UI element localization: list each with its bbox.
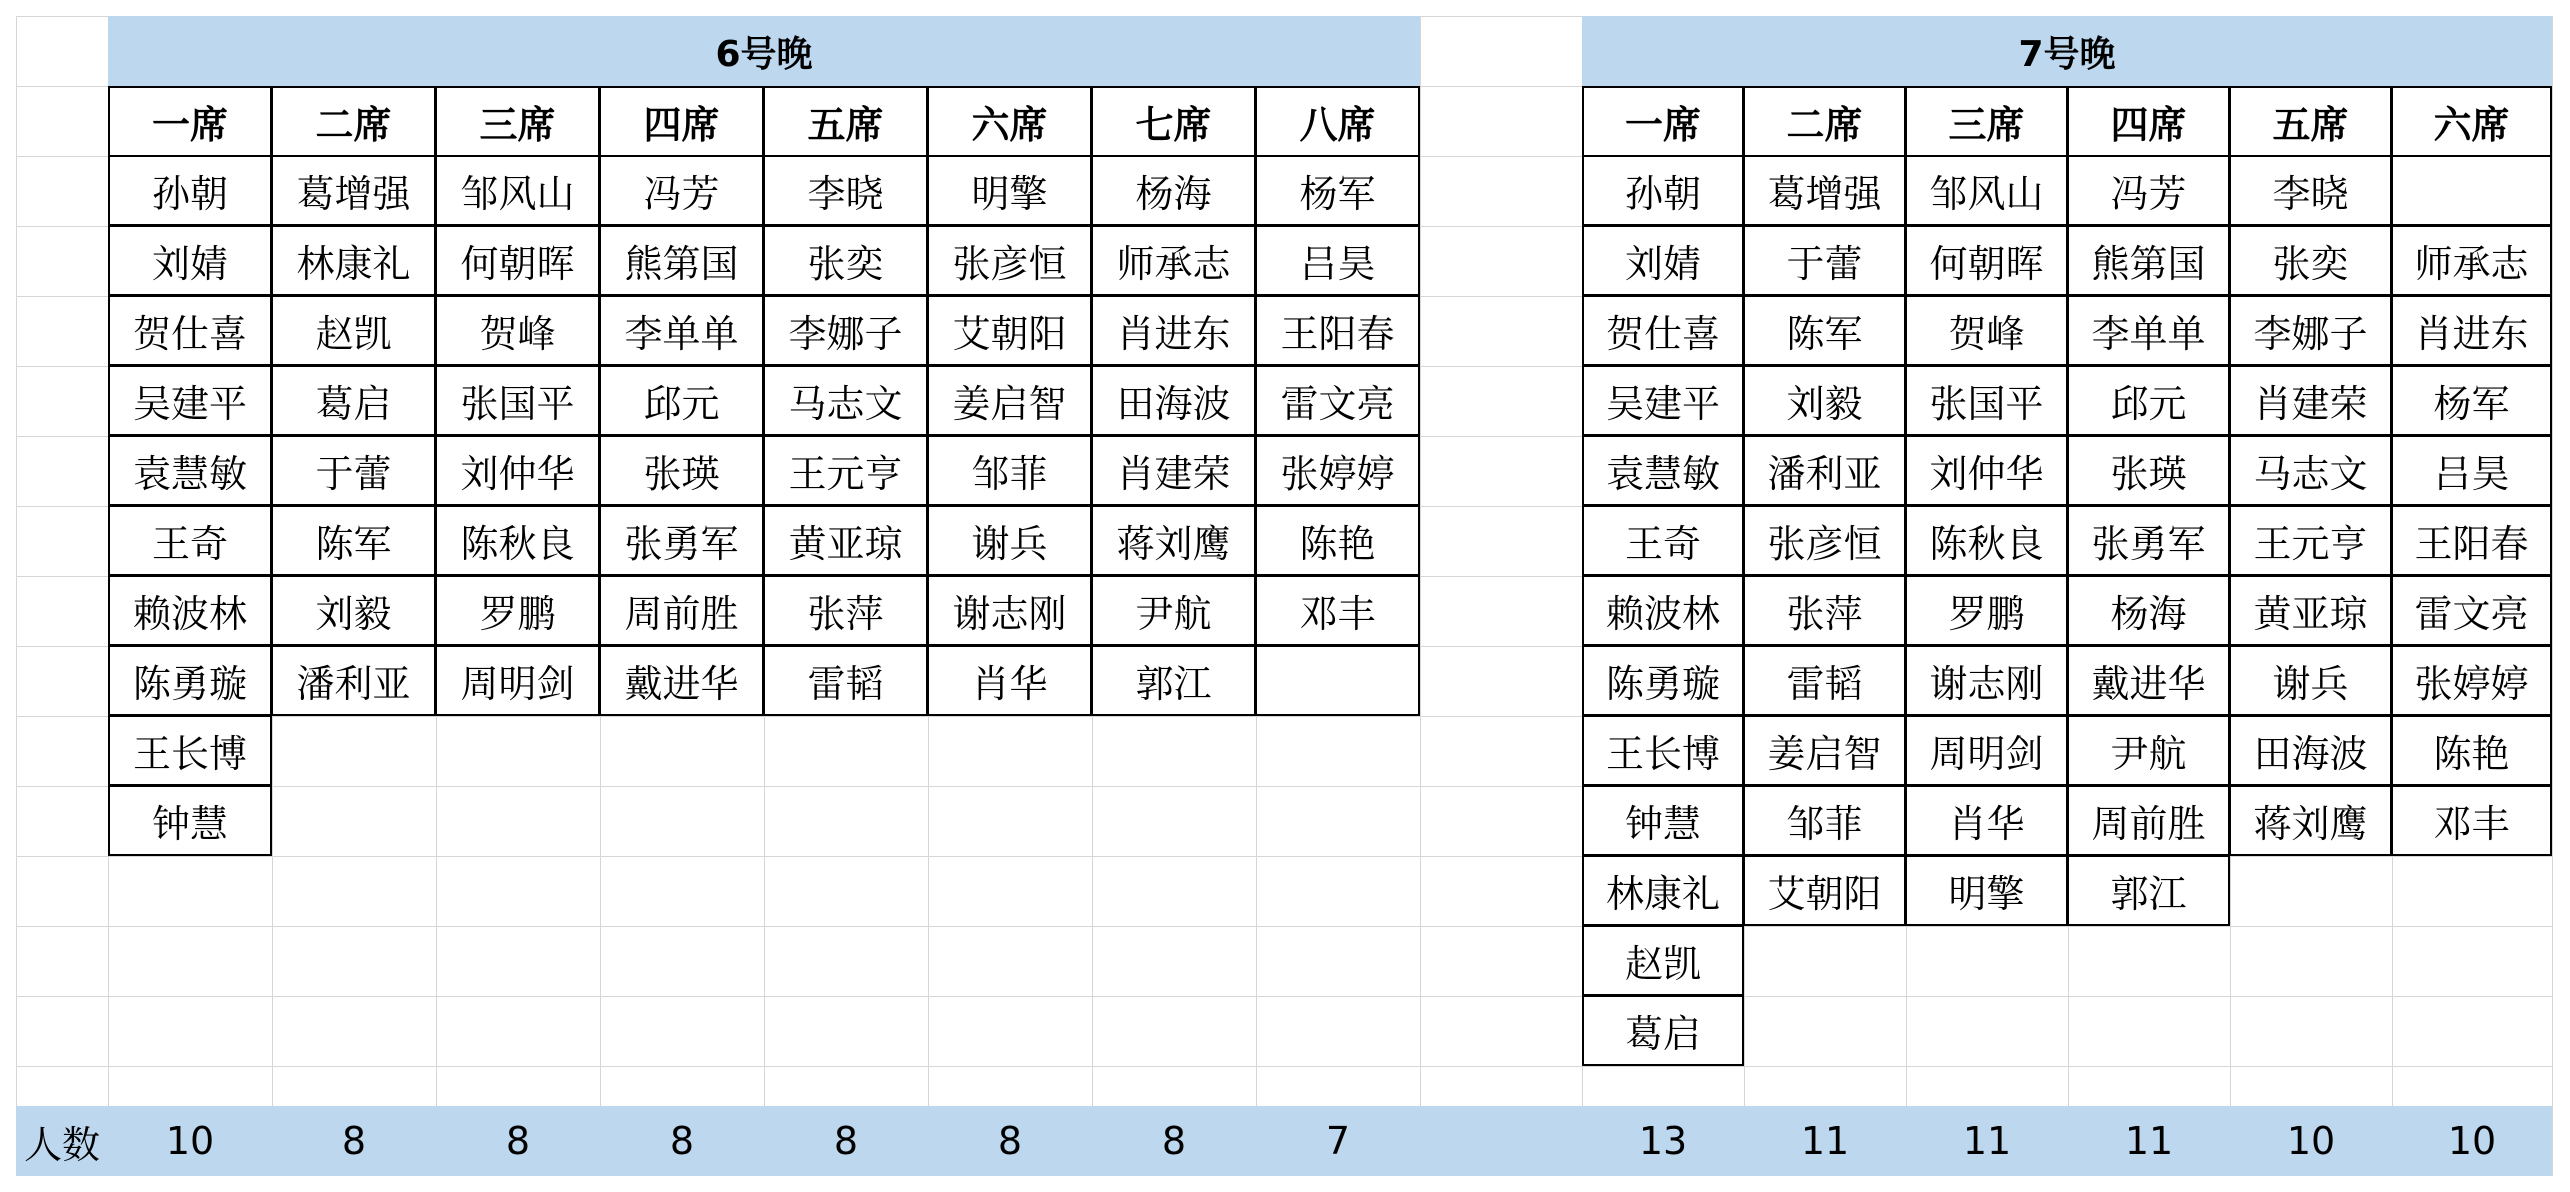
name-cell[interactable]: 陈勇璇	[1582, 645, 1744, 716]
name-cell[interactable]: 张勇军	[2067, 505, 2230, 576]
name-cell[interactable]: 张国平	[435, 365, 600, 436]
name-cell[interactable]: 王元亨	[2229, 505, 2392, 576]
name-cell[interactable]: 肖进东	[2391, 295, 2552, 366]
name-cell[interactable]: 熊第国	[599, 225, 764, 296]
name-cell[interactable]: 袁慧敏	[1582, 435, 1744, 506]
name-cell[interactable]: 周前胜	[2067, 785, 2230, 856]
name-cell[interactable]: 蒋刘鹰	[1091, 505, 1256, 576]
name-cell[interactable]: 王长博	[108, 715, 272, 786]
name-cell[interactable]: 陈军	[271, 505, 436, 576]
name-cell[interactable]: 肖进东	[1091, 295, 1256, 366]
count-label: 人数	[23, 1122, 100, 1167]
count-cell: 11	[2124, 1119, 2174, 1163]
gridline	[2552, 16, 2553, 1176]
name-cell[interactable]: 谢兵	[927, 505, 1092, 576]
name-cell[interactable]: 李晓	[763, 155, 928, 226]
gridline	[16, 926, 2552, 927]
name-cell[interactable]: 田海波	[2229, 715, 2392, 786]
name-cell[interactable]: 王奇	[108, 505, 272, 576]
name-cell[interactable]: 刘婧	[1582, 225, 1744, 296]
count-cell: 8	[669, 1119, 695, 1163]
name-cell[interactable]: 贺仕喜	[1582, 295, 1744, 366]
name-cell[interactable]: 肖华	[927, 645, 1092, 716]
name-cell[interactable]: 尹航	[1091, 575, 1256, 646]
name-cell[interactable]: 肖建荣	[2229, 365, 2392, 436]
count-cell: 10	[2286, 1119, 2336, 1163]
name-cell[interactable]: 张婷婷	[2391, 645, 2552, 716]
name-cell[interactable]: 潘利亚	[271, 645, 436, 716]
name-cell[interactable]: 葛增强	[1743, 155, 1906, 226]
name-cell[interactable]: 邱元	[2067, 365, 2230, 436]
name-cell[interactable]: 郭江	[2067, 855, 2230, 926]
column-header[interactable]: 七席	[1091, 86, 1256, 157]
name-cell[interactable]: 杨海	[1091, 155, 1256, 226]
name-cell[interactable]: 赵凯	[1582, 925, 1744, 996]
name-cell[interactable]: 孙朝	[108, 155, 272, 226]
name-cell[interactable]: 尹航	[2067, 715, 2230, 786]
name-cell[interactable]: 张勇军	[599, 505, 764, 576]
name-cell[interactable]: 刘仲华	[1905, 435, 2068, 506]
gridline	[16, 1066, 2552, 1067]
name-cell[interactable]: 周明剑	[435, 645, 600, 716]
column-header[interactable]: 二席	[1743, 86, 1906, 157]
name-cell[interactable]: 冯芳	[2067, 155, 2230, 226]
table-title: 7号晚	[1582, 16, 2552, 86]
gridline	[1420, 16, 1421, 1176]
name-cell[interactable]: 罗鹏	[435, 575, 600, 646]
name-cell[interactable]: 师承志	[2391, 225, 2552, 296]
name-cell[interactable]: 葛增强	[271, 155, 436, 226]
column-header[interactable]: 五席	[2229, 86, 2392, 157]
count-cell: 10	[165, 1119, 215, 1163]
name-cell[interactable]: 戴进华	[2067, 645, 2230, 716]
name-cell[interactable]: 邹风山	[435, 155, 600, 226]
name-cell[interactable]: 雷文亮	[1255, 365, 1420, 436]
name-cell[interactable]: 张萍	[763, 575, 928, 646]
name-cell[interactable]: 李娜子	[763, 295, 928, 366]
count-cell: 8	[997, 1119, 1023, 1163]
column-header[interactable]: 四席	[2067, 86, 2230, 157]
name-cell[interactable]: 张奕	[2229, 225, 2392, 296]
name-cell[interactable]: 黄亚琼	[763, 505, 928, 576]
name-cell[interactable]: 张国平	[1905, 365, 2068, 436]
name-cell[interactable]: 明擎	[927, 155, 1092, 226]
name-cell[interactable]: 赖波林	[108, 575, 272, 646]
name-cell[interactable]: 艾朝阳	[927, 295, 1092, 366]
name-cell[interactable]: 师承志	[1091, 225, 1256, 296]
count-cell: 8	[833, 1119, 859, 1163]
column-header[interactable]: 四席	[599, 86, 764, 157]
name-cell[interactable]	[1255, 645, 1420, 716]
count-cell: 8	[341, 1119, 367, 1163]
name-cell[interactable]: 贺峰	[435, 295, 600, 366]
name-cell[interactable]: 王长博	[1582, 715, 1744, 786]
name-cell[interactable]: 潘利亚	[1743, 435, 1906, 506]
name-cell[interactable]: 谢志刚	[927, 575, 1092, 646]
name-cell[interactable]: 雷韬	[763, 645, 928, 716]
table-title: 6号晚	[108, 16, 1420, 86]
name-cell[interactable]: 陈勇璇	[108, 645, 272, 716]
name-cell[interactable]: 袁慧敏	[108, 435, 272, 506]
name-cell[interactable]: 林康礼	[271, 225, 436, 296]
name-cell[interactable]: 王元亨	[763, 435, 928, 506]
name-cell[interactable]: 明擎	[1905, 855, 2068, 926]
name-cell[interactable]: 杨军	[2391, 365, 2552, 436]
name-cell[interactable]: 葛启	[271, 365, 436, 436]
count-cell: 7	[1325, 1119, 1351, 1163]
column-header[interactable]: 一席	[1582, 86, 1744, 157]
name-cell[interactable]: 陈艳	[1255, 505, 1420, 576]
name-cell[interactable]: 于蕾	[1743, 225, 1906, 296]
column-header[interactable]: 三席	[435, 86, 600, 157]
name-cell[interactable]: 艾朝阳	[1743, 855, 1906, 926]
name-cell[interactable]: 钟慧	[1582, 785, 1744, 856]
name-cell[interactable]: 钟慧	[108, 785, 272, 856]
column-header[interactable]: 八席	[1255, 86, 1420, 157]
name-cell[interactable]: 王阳春	[2391, 505, 2552, 576]
name-cell[interactable]: 张彦恒	[1743, 505, 1906, 576]
name-cell[interactable]: 周前胜	[599, 575, 764, 646]
name-cell[interactable]: 何朝晖	[435, 225, 600, 296]
name-cell[interactable]: 郭江	[1091, 645, 1256, 716]
name-cell[interactable]: 吴建平	[108, 365, 272, 436]
name-cell[interactable]: 冯芳	[599, 155, 764, 226]
column-header[interactable]: 三席	[1905, 86, 2068, 157]
name-cell[interactable]: 林康礼	[1582, 855, 1744, 926]
name-cell[interactable]: 雷韬	[1743, 645, 1906, 716]
gridline	[16, 16, 17, 1176]
name-cell[interactable]: 刘毅	[271, 575, 436, 646]
name-cell[interactable]: 刘仲华	[435, 435, 600, 506]
name-cell[interactable]: 杨海	[2067, 575, 2230, 646]
name-cell[interactable]: 邓丰	[2391, 785, 2552, 856]
name-cell[interactable]: 姜启智	[1743, 715, 1906, 786]
name-cell[interactable]: 贺峰	[1905, 295, 2068, 366]
name-cell[interactable]: 邹风山	[1905, 155, 2068, 226]
name-cell[interactable]: 邓丰	[1255, 575, 1420, 646]
count-cell: 11	[1800, 1119, 1850, 1163]
column-header[interactable]: 五席	[763, 86, 928, 157]
name-cell[interactable]: 马志文	[2229, 435, 2392, 506]
name-cell[interactable]: 肖华	[1905, 785, 2068, 856]
name-cell[interactable]: 吕昊	[2391, 435, 2552, 506]
name-cell[interactable]: 刘婧	[108, 225, 272, 296]
name-cell[interactable]: 吕昊	[1255, 225, 1420, 296]
name-cell[interactable]: 李单单	[2067, 295, 2230, 366]
name-cell[interactable]: 赵凯	[271, 295, 436, 366]
name-cell[interactable]: 马志文	[763, 365, 928, 436]
name-cell[interactable]: 李娜子	[2229, 295, 2392, 366]
gridline	[16, 996, 2552, 997]
name-cell[interactable]: 陈军	[1743, 295, 1906, 366]
count-cell: 10	[2447, 1119, 2497, 1163]
count-cell: 13	[1638, 1119, 1688, 1163]
name-cell[interactable]: 贺仕喜	[108, 295, 272, 366]
name-cell[interactable]: 张瑛	[599, 435, 764, 506]
column-header[interactable]: 二席	[271, 86, 436, 157]
name-cell[interactable]: 邹菲	[927, 435, 1092, 506]
name-cell[interactable]: 周明剑	[1905, 715, 2068, 786]
column-header[interactable]: 六席	[2391, 86, 2552, 157]
name-cell[interactable]: 谢兵	[2229, 645, 2392, 716]
name-cell[interactable]: 何朝晖	[1905, 225, 2068, 296]
name-cell[interactable]: 谢志刚	[1905, 645, 2068, 716]
name-cell[interactable]: 罗鹏	[1905, 575, 2068, 646]
name-cell[interactable]: 吴建平	[1582, 365, 1744, 436]
name-cell[interactable]: 赖波林	[1582, 575, 1744, 646]
name-cell[interactable]: 于蕾	[271, 435, 436, 506]
name-cell[interactable]: 姜启智	[927, 365, 1092, 436]
name-cell[interactable]: 李晓	[2229, 155, 2392, 226]
name-cell[interactable]: 王阳春	[1255, 295, 1420, 366]
name-cell[interactable]: 李单单	[599, 295, 764, 366]
name-cell[interactable]: 张婷婷	[1255, 435, 1420, 506]
column-header[interactable]: 一席	[108, 86, 272, 157]
name-cell[interactable]: 陈秋良	[435, 505, 600, 576]
count-cell: 11	[1962, 1119, 2012, 1163]
name-cell[interactable]: 肖建荣	[1091, 435, 1256, 506]
name-cell[interactable]: 孙朝	[1582, 155, 1744, 226]
name-cell[interactable]: 张瑛	[2067, 435, 2230, 506]
name-cell[interactable]: 戴进华	[599, 645, 764, 716]
name-cell[interactable]: 张奕	[763, 225, 928, 296]
name-cell[interactable]: 张萍	[1743, 575, 1906, 646]
name-cell[interactable]: 陈艳	[2391, 715, 2552, 786]
name-cell[interactable]: 蒋刘鹰	[2229, 785, 2392, 856]
name-cell[interactable]: 田海波	[1091, 365, 1256, 436]
name-cell[interactable]: 葛启	[1582, 995, 1744, 1066]
count-cell: 8	[1161, 1119, 1187, 1163]
count-cell: 8	[505, 1119, 531, 1163]
column-header[interactable]: 六席	[927, 86, 1092, 157]
name-cell[interactable]: 雷文亮	[2391, 575, 2552, 646]
name-cell[interactable]: 黄亚琼	[2229, 575, 2392, 646]
name-cell[interactable]: 王奇	[1582, 505, 1744, 576]
name-cell[interactable]: 杨军	[1255, 155, 1420, 226]
name-cell[interactable]: 邹菲	[1743, 785, 1906, 856]
name-cell[interactable]: 邱元	[599, 365, 764, 436]
name-cell[interactable]	[2391, 155, 2552, 226]
name-cell[interactable]: 熊第国	[2067, 225, 2230, 296]
name-cell[interactable]: 刘毅	[1743, 365, 1906, 436]
name-cell[interactable]: 陈秋良	[1905, 505, 2068, 576]
name-cell[interactable]: 张彦恒	[927, 225, 1092, 296]
